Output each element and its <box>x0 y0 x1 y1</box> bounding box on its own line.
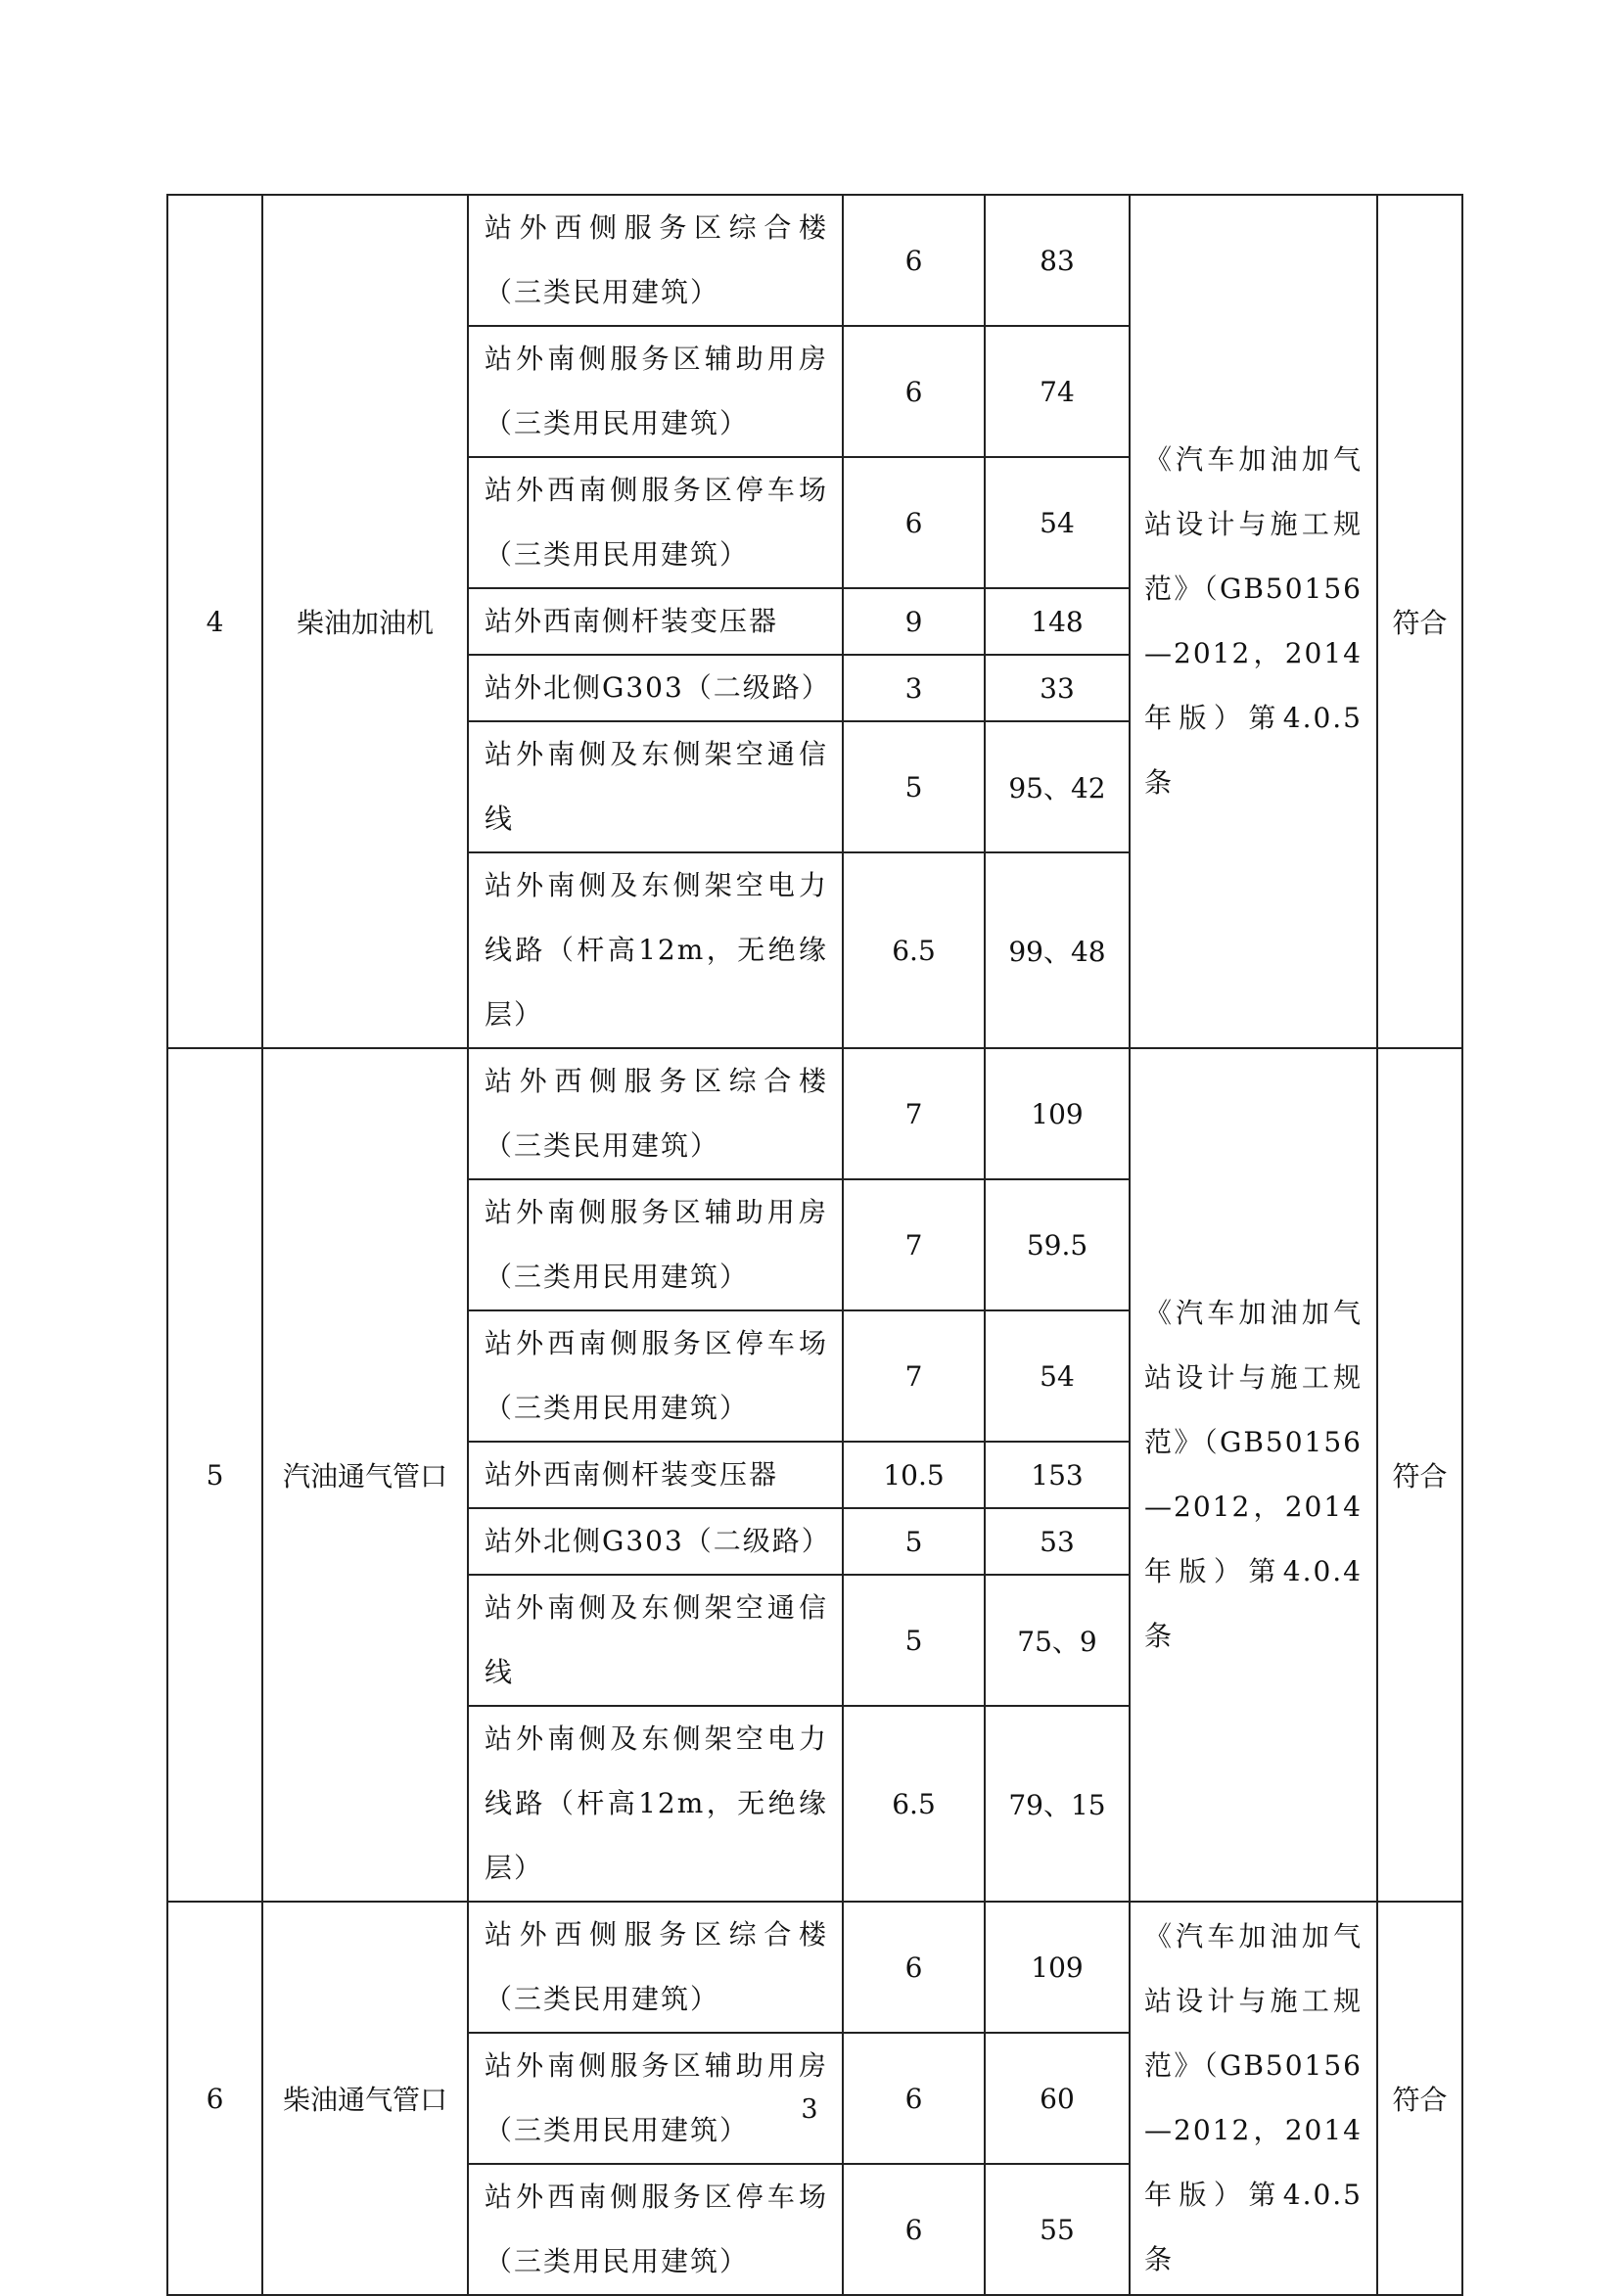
external-object-cell: 站外南侧及东侧架空通信线 <box>468 721 843 852</box>
external-object-cell: 站外西侧服务区综合楼（三类民用建筑） <box>468 1048 843 1179</box>
external-object-cell: 站外北侧G303（二级路） <box>468 655 843 721</box>
required-distance-cell: 6 <box>843 1902 985 2033</box>
external-object-cell: 站外北侧G303（二级路） <box>468 1508 843 1575</box>
item-number-cell: 5 <box>167 1048 262 1902</box>
actual-distance-cell: 83 <box>985 195 1130 326</box>
required-distance-cell: 5 <box>843 1508 985 1575</box>
required-distance-cell: 7 <box>843 1179 985 1310</box>
external-object-cell: 站外西侧服务区综合楼（三类民用建筑） <box>468 1902 843 2033</box>
required-distance-cell: 6 <box>843 2164 985 2295</box>
required-distance-cell: 6 <box>843 326 985 457</box>
required-distance-cell: 6 <box>843 457 985 588</box>
distance-compliance-table <box>166 194 1463 2296</box>
facility-name-cell: 柴油加油机 <box>262 195 468 1048</box>
actual-distance-cell: 99、48 <box>985 852 1130 1048</box>
actual-distance-cell: 54 <box>985 1310 1130 1442</box>
table-row <box>167 195 1462 326</box>
actual-distance-cell: 53 <box>985 1508 1130 1575</box>
actual-distance-cell: 54 <box>985 457 1130 588</box>
required-distance-cell: 6.5 <box>843 852 985 1048</box>
required-distance-cell: 5 <box>843 721 985 852</box>
required-distance-cell: 6 <box>843 2033 985 2164</box>
required-distance-cell: 9 <box>843 588 985 655</box>
external-object-cell: 站外西南侧杆装变压器 <box>468 588 843 655</box>
external-object-cell: 站外西南侧服务区停车场（三类用民用建筑） <box>468 2164 843 2295</box>
external-object-cell: 站外西南侧服务区停车场（三类用民用建筑） <box>468 457 843 588</box>
actual-distance-cell: 33 <box>985 655 1130 721</box>
required-distance-cell: 7 <box>843 1048 985 1179</box>
result-cell: 符合 <box>1377 1902 1462 2295</box>
table-body <box>167 195 1462 2295</box>
table-row <box>167 1902 1462 2033</box>
actual-distance-cell: 74 <box>985 326 1130 457</box>
external-object-cell: 站外南侧及东侧架空电力线路（杆高12m，无绝缘层） <box>468 852 843 1048</box>
result-cell: 符合 <box>1377 195 1462 1048</box>
external-object-cell: 站外南侧服务区辅助用房（三类用民用建筑） <box>468 2033 843 2164</box>
facility-name-cell: 汽油通气管口 <box>262 1048 468 1902</box>
required-distance-cell: 5 <box>843 1575 985 1706</box>
actual-distance-cell: 79、15 <box>985 1706 1130 1902</box>
actual-distance-cell: 148 <box>985 588 1130 655</box>
actual-distance-cell: 109 <box>985 1048 1130 1179</box>
item-number-cell: 6 <box>167 1902 262 2295</box>
actual-distance-cell: 153 <box>985 1442 1130 1508</box>
actual-distance-cell: 60 <box>985 2033 1130 2164</box>
actual-distance-cell: 59.5 <box>985 1179 1130 1310</box>
external-object-cell: 站外南侧服务区辅助用房（三类用民用建筑） <box>468 326 843 457</box>
standard-reference-cell: 《汽车加油加气站设计与施工规范》（GB50156—2012，2014年版）第4.0.4条 <box>1130 1048 1377 1902</box>
result-cell: 符合 <box>1377 1048 1462 1902</box>
external-object-cell: 站外南侧及东侧架空电力线路（杆高12m，无绝缘层） <box>468 1706 843 1902</box>
external-object-cell: 站外南侧及东侧架空通信线 <box>468 1575 843 1706</box>
table-row <box>167 1048 1462 1179</box>
external-object-cell: 站外西侧服务区综合楼（三类民用建筑） <box>468 195 843 326</box>
external-object-cell: 站外西南侧杆装变压器 <box>468 1442 843 1508</box>
required-distance-cell: 6.5 <box>843 1706 985 1902</box>
page-number: 3 <box>801 2094 818 2125</box>
actual-distance-cell: 109 <box>985 1902 1130 2033</box>
actual-distance-cell: 55 <box>985 2164 1130 2295</box>
standard-reference-cell: 《汽车加油加气站设计与施工规范》（GB50156—2012，2014年版）第4.0.5条 <box>1130 195 1377 1048</box>
actual-distance-cell: 75、9 <box>985 1575 1130 1706</box>
facility-name-cell: 柴油通气管口 <box>262 1902 468 2295</box>
external-object-cell: 站外南侧服务区辅助用房（三类用民用建筑） <box>468 1179 843 1310</box>
required-distance-cell: 10.5 <box>843 1442 985 1508</box>
external-object-cell: 站外西南侧服务区停车场（三类用民用建筑） <box>468 1310 843 1442</box>
required-distance-cell: 7 <box>843 1310 985 1442</box>
item-number-cell: 4 <box>167 195 262 1048</box>
required-distance-cell: 6 <box>843 195 985 326</box>
standard-reference-cell: 《汽车加油加气站设计与施工规范》（GB50156—2012，2014年版）第4.0.5条 <box>1130 1902 1377 2295</box>
required-distance-cell: 3 <box>843 655 985 721</box>
actual-distance-cell: 95、42 <box>985 721 1130 852</box>
